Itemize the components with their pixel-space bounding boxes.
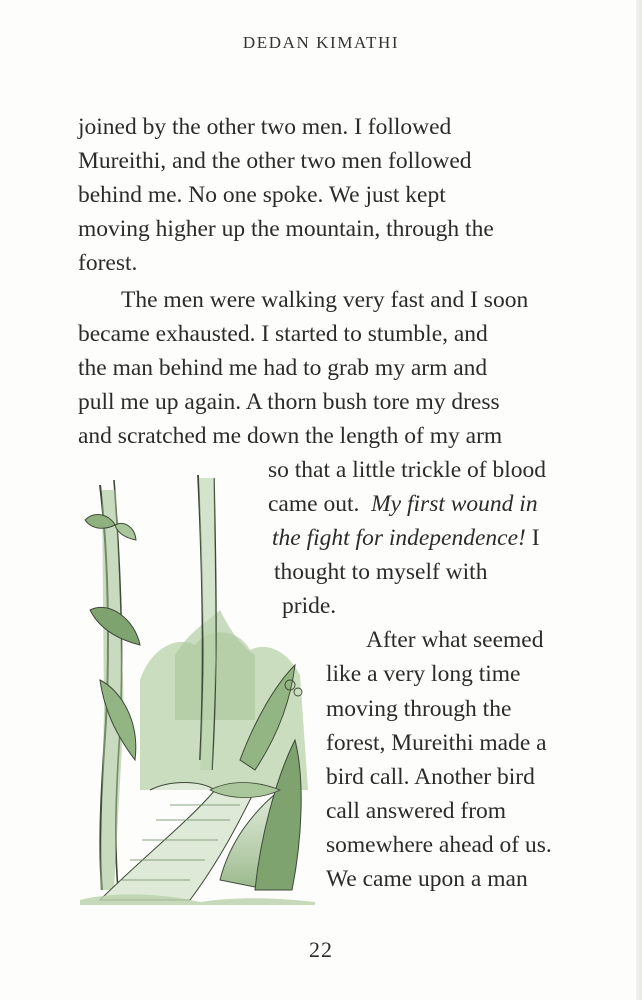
page-edge: [636, 0, 642, 1000]
italic-text: the fight for independence!: [272, 525, 526, 551]
text-line: pride.: [282, 593, 337, 619]
text-line: the man behind me had to grab my arm and: [78, 355, 488, 381]
text-line: so that a little trickle of blood: [268, 457, 547, 483]
text-line: forest.: [78, 250, 138, 276]
text-line: became exhausted. I started to stumble, and: [78, 321, 488, 347]
text-line: We came upon a man: [326, 866, 528, 892]
text-line: moving higher up the mountain, through the: [78, 216, 494, 242]
text-line: moving through the: [326, 696, 512, 722]
text-line: joined by the other two men. I followed: [78, 114, 452, 140]
text-line: pull me up again. A thorn bush tore my dress: [78, 389, 500, 415]
text-line: call answered from: [326, 798, 507, 824]
text-line: thought to myself with: [274, 559, 488, 585]
page-number: 22: [309, 937, 333, 962]
text-line: After what seemed: [366, 627, 544, 653]
running-head: DEDAN KIMATHI: [242, 33, 400, 52]
text-line: somewhere ahead of us.: [326, 832, 552, 858]
text-line: came out. My first wound in: [268, 491, 538, 517]
text-line: The men were walking very fast and I soon: [121, 287, 529, 313]
text-line: the fight for independence! I: [272, 525, 540, 551]
text-line: and scratched me down the length of my arm: [78, 423, 503, 449]
text-line: like a very long time: [326, 661, 521, 687]
text-line: behind me. No one spoke. We just kept: [78, 182, 446, 208]
text-line: bird call. Another bird: [326, 764, 535, 790]
text-line: forest, Mureithi made a: [326, 730, 547, 756]
text-line: Mureithi, and the other two men followed: [78, 148, 472, 174]
italic-text: My first wound in: [371, 491, 538, 517]
forest-illustration: [80, 460, 315, 905]
ground-wash: [80, 894, 315, 905]
